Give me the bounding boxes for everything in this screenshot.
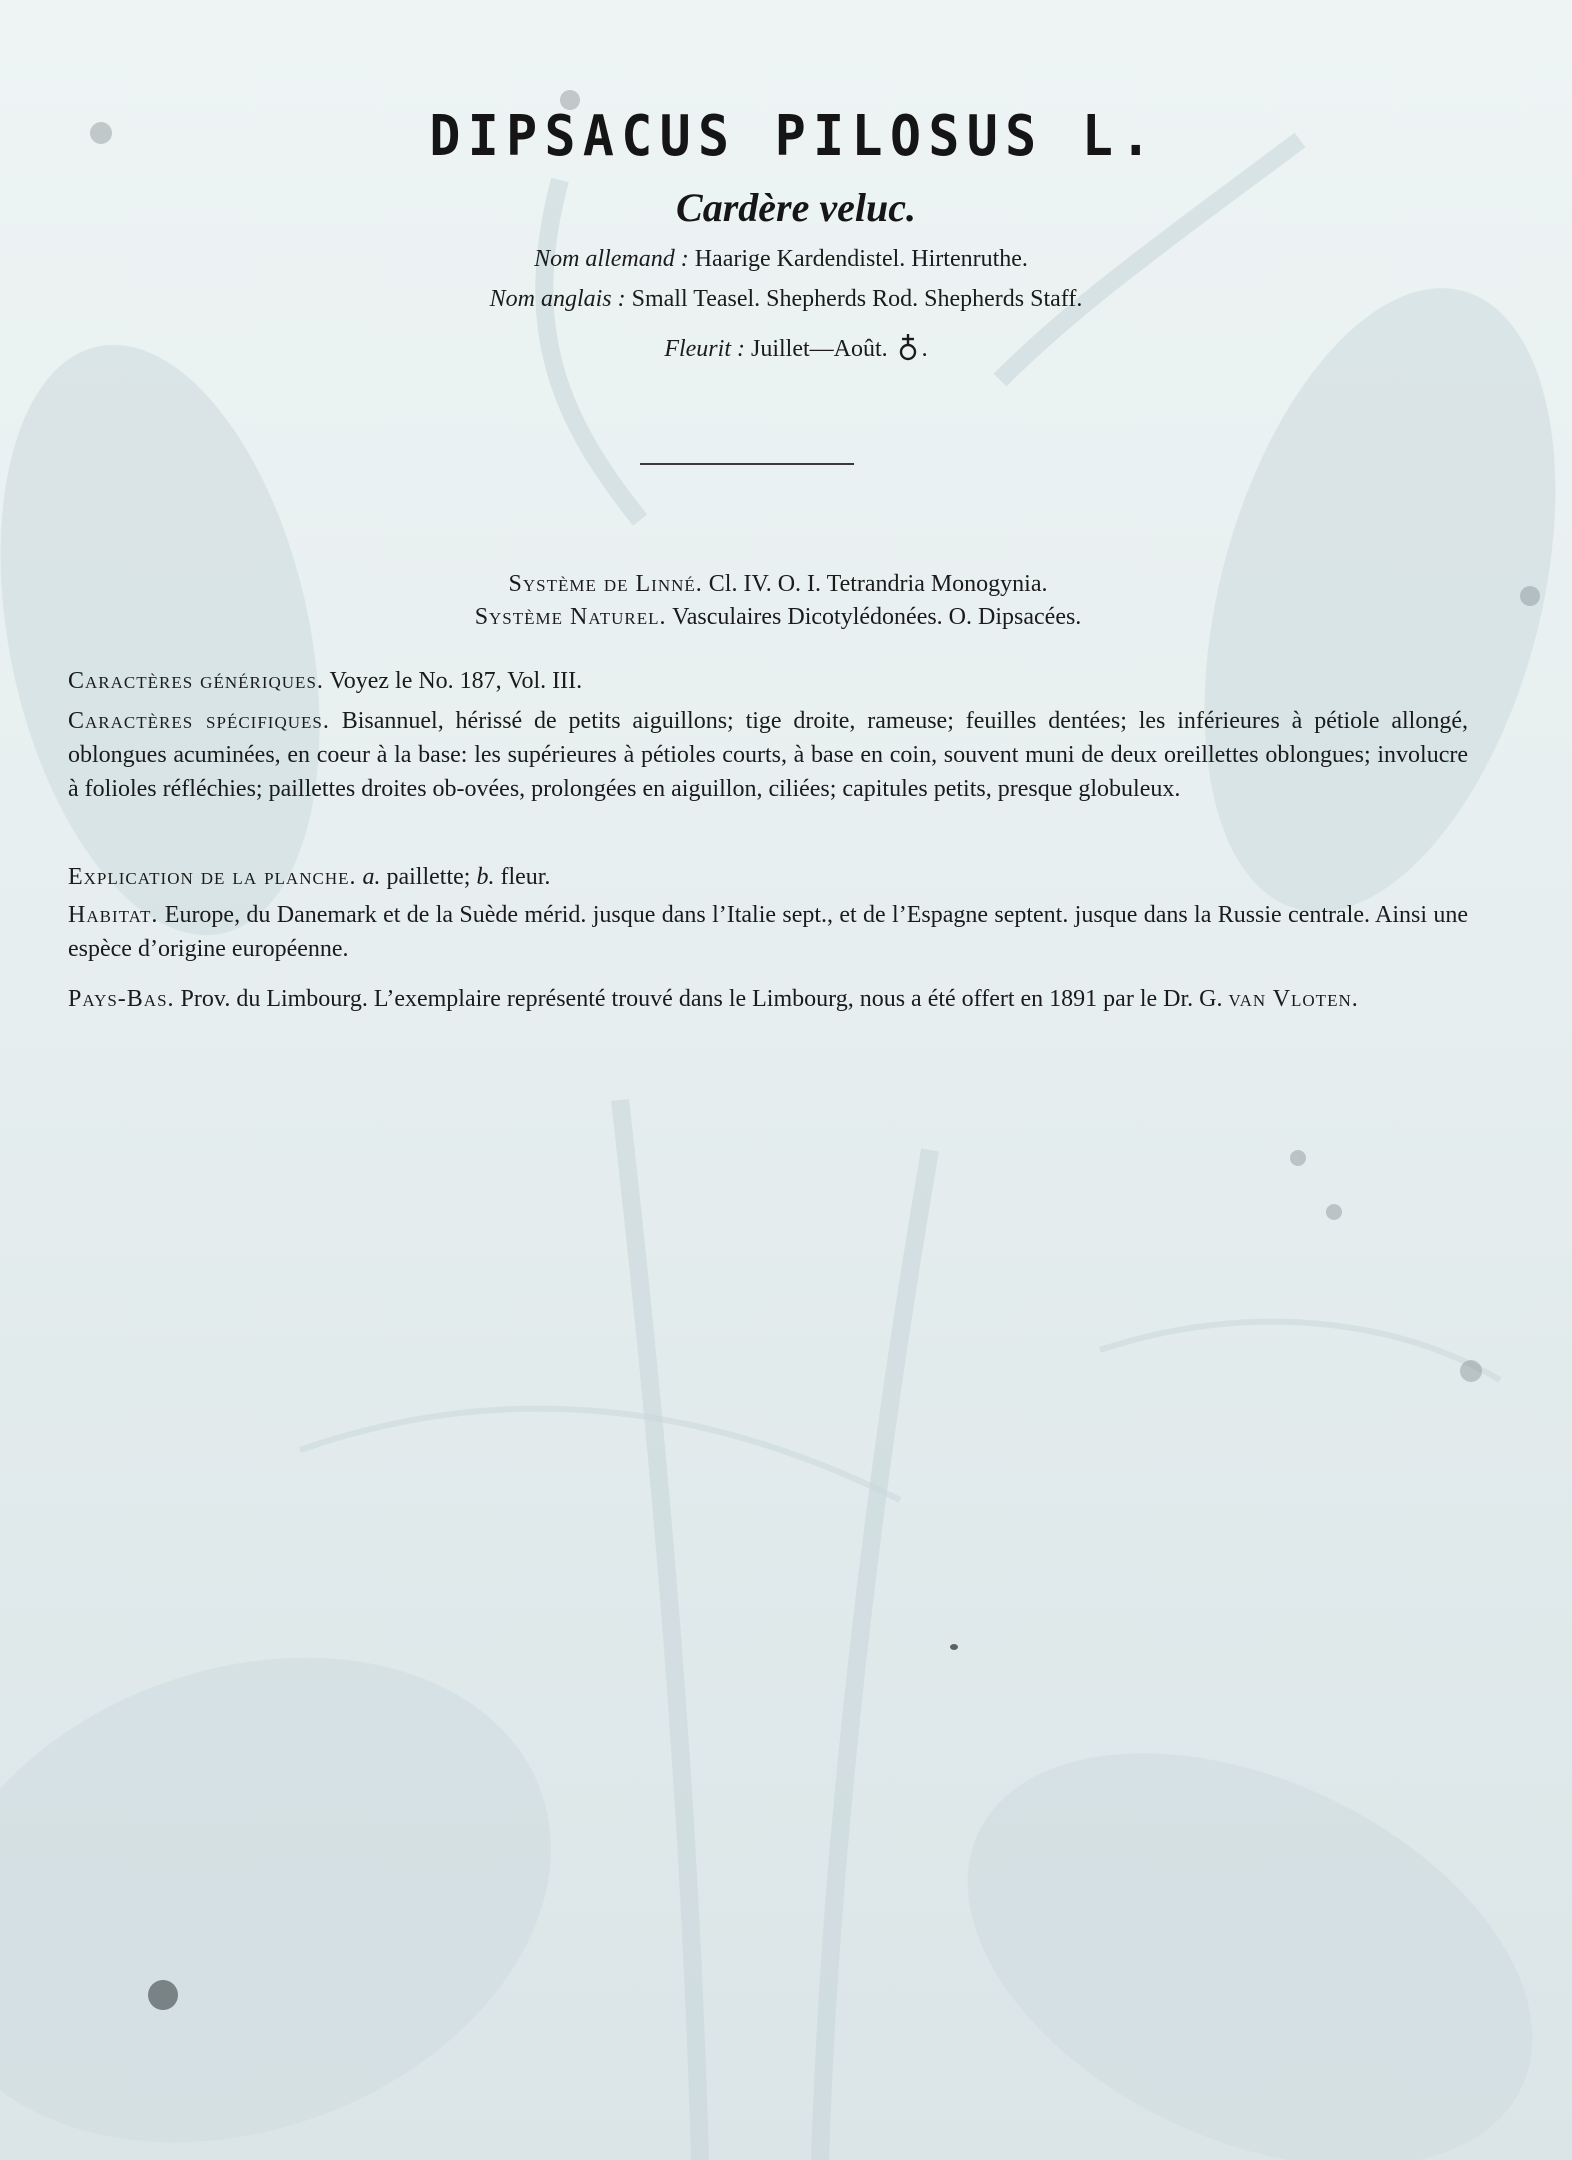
habitat-text: Europe, du Danemark et de la Suède mérid. jusque dans l’Italie sept., et de l’Espagne septent. jusque dans la Russie centrale. Ainsi une espèce d’origine européenne. — [68, 902, 1469, 962]
linne-system-text: Cl. IV. O. I. Tetrandria Monogynia. — [708, 571, 1048, 597]
natural-system-lead: Système Naturel. — [474, 604, 667, 630]
english-name-line — [0, 286, 1572, 313]
netherlands-note-lead: Pays-Bas. — [68, 986, 175, 1012]
linne-system-lead: Système de Linné. — [508, 571, 703, 597]
plate-explanation-a: a. — [362, 864, 381, 890]
linne-system-line — [0, 571, 1564, 598]
plate-explanation-b: b. — [476, 864, 495, 890]
page-title: DIPSACUS PILOSUS L. — [429, 104, 1159, 169]
netherlands-note — [68, 982, 1468, 1016]
specific-characters-lead: Caractères spécifiques. — [68, 708, 330, 734]
natural-system-text: Vasculaires Dicotylédonées. O. Dipsacées. — [672, 604, 1082, 630]
biennial-symbol-icon — [894, 332, 922, 362]
specific-characters — [68, 704, 1468, 806]
divider-rule — [640, 463, 854, 465]
german-name-label: Nom allemand : — [534, 246, 689, 272]
german-name-line — [0, 246, 1567, 273]
generic-characters-lead: Caractères génériques. — [68, 668, 324, 694]
flowering-dot: . — [921, 336, 928, 362]
generic-characters-text: Voyez le No. 187, Vol. III. — [329, 668, 583, 694]
natural-system-line — [0, 604, 1564, 631]
english-name-label: Nom anglais : — [489, 286, 626, 312]
german-name-value: Haarige Kardendistel. Hirtenruthe. — [694, 246, 1028, 272]
flowering-line — [10, 332, 1572, 363]
plate-explanation-b-text: fleur. — [500, 864, 551, 890]
netherlands-note-donor: van Vloten. — [1228, 986, 1359, 1012]
plate-explanation-lead: Explication de la planche. — [68, 864, 357, 890]
netherlands-note-text: Prov. du Limbourg. L’exemplaire représenté trouvé dans le Limbourg, nous a été offert en 1891 par le Dr. G. — [180, 986, 1223, 1012]
flowering-label: Fleurit : — [664, 336, 745, 362]
habitat — [68, 898, 1468, 966]
english-name-value: Small Teasel. Shepherds Rod. Shepherds Staff. — [631, 286, 1083, 312]
page-subtitle: Cardère veluc. — [676, 185, 916, 230]
flowering-value: Juillet—Août. — [750, 336, 888, 362]
specific-characters-text: Bisannuel, hérissé de petits aiguillons; tige droite, rameuse; feuilles dentées; les inférieures à pétiole allongé, oblongues acuminées, en coeur à la base: les supérieures à pétioles courts, à base en coin, souvent muni de deux oreillettes oblongues; involucre à folioles réfléchies; paillettes droites ob-ovées, prolongées en aiguillon, ciliées; capitules petits, presque globuleux. — [68, 708, 1468, 802]
plate-explanation-a-text: paillette; — [386, 864, 471, 890]
habitat-lead: Habitat. — [68, 902, 159, 928]
plate-explanation — [68, 860, 1468, 894]
generic-characters — [68, 664, 1468, 698]
